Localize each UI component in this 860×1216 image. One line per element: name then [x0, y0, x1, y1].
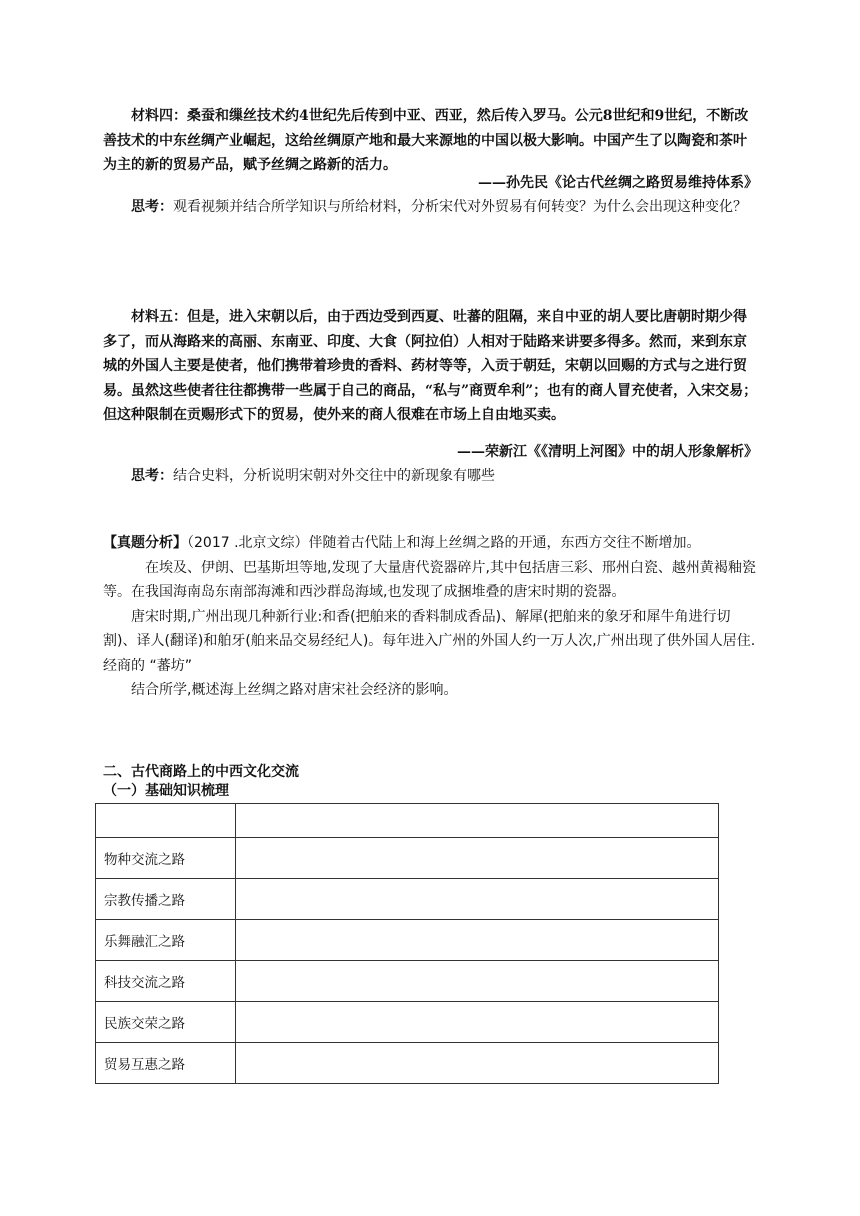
think-one-text: 观看视频并结合所学知识与所给材料，分析宋代对外贸易有何转变？为什么会出现这种变化？ [173, 199, 747, 215]
exam-question: 结合所学,概述海上丝绸之路对唐宋社会经济的影响。 [131, 682, 458, 698]
exam-label: 【真题分析】 [103, 535, 187, 551]
section-two-subtitle: （一）基础知识梳理 [103, 783, 229, 799]
think-one-label: 思考： [131, 199, 173, 215]
row-label: 物种交流之路 [96, 838, 236, 879]
material-four-label: 材料四： [131, 108, 187, 124]
table-row [96, 920, 719, 961]
answer-cell[interactable] [236, 1002, 719, 1043]
answer-cell[interactable] [236, 1043, 719, 1084]
row-label: 乐舞融汇之路 [96, 920, 236, 961]
think-two-label: 思考： [131, 468, 173, 484]
think-two-text: 结合史料，分析说明宋朝对外交往中的新现象有哪些 [173, 468, 495, 484]
table-row [96, 1043, 719, 1084]
material-four [103, 104, 758, 178]
material-five [103, 305, 758, 428]
table-row [96, 838, 719, 879]
row-label: 科技交流之路 [96, 961, 236, 1002]
exam-paragraph-two: 唐宋时期,广州出现几种新行业:和香(把舶来的香料制成香品)、解犀(把舶来的象牙和犀牛角进行切割)、译人(翻译)和舶牙(舶来品交易经纪人)。每年进入广州的外国人约一万人次,广州出现了供外国人居住.经商的 “蕃坊” [103, 608, 756, 674]
section-two-title: 二、古代商路上的中西文化交流 [103, 764, 299, 780]
table-row [96, 1002, 719, 1043]
table-row [96, 879, 719, 920]
answer-cell[interactable] [236, 920, 719, 961]
think-one [103, 195, 758, 220]
answer-cell[interactable] [236, 879, 719, 920]
material-five-text: 但是，进入宋朝以后，由于西边受到西夏、吐蕃的阻隔，来自中亚的胡人要比唐朝时期少得多了，而从海路来的高丽、东南亚、印度、大食（阿拉伯）人相对于陆路来讲要多得多。然而，来到东京城的外国人主要是使者，他们携带着珍贵的香料、药材等等，入贡于朝廷，宋朝以回赐的方式与之进行贸易。虽然这些使者往往都携带一些属于自己的商品，“私与”商贾牟利”；也有的商人冒充使者，入宋交易；但这种限制在贡赐形式下的贸易，使外来的商人很难在市场上自由地买卖。 [103, 309, 758, 423]
answer-cell[interactable] [236, 961, 719, 1002]
table-cell [96, 804, 236, 838]
material-five-source: ——荣新江《《清明上河图》中的胡人形象解析》 [457, 444, 758, 460]
answer-cell[interactable] [236, 838, 719, 879]
material-five-label: 材料五： [131, 309, 187, 325]
think-two [103, 464, 758, 489]
table-header-row [96, 804, 719, 838]
material-four-text: 桑蚕和缫丝技术约4世纪先后传到中亚、西亚，然后传入罗马。公元8世纪和9世纪，不断改善技术的中东丝绸产业崛起，这给丝绸原产地和最大来源地的中国以极大影响。中国产生了以陶瓷和茶叶为主的新的贸易产品，赋予丝绸之路新的活力。 [103, 108, 749, 173]
table-row [96, 961, 719, 1002]
exam-analysis [103, 531, 763, 703]
material-four-source: ——孙先民《论古代丝绸之路贸易维持体系》 [478, 175, 758, 191]
row-label: 贸易互惠之路 [96, 1043, 236, 1084]
exam-intro-line [103, 531, 763, 556]
summary-table [95, 803, 719, 1084]
exam-intro: （2017 .北京文综）伴随着古代陆上和海上丝绸之路的开通，东西方交往不断增加。 [187, 535, 701, 551]
row-label: 民族交荣之路 [96, 1002, 236, 1043]
exam-paragraph-one: 在埃及、伊朗、巴基斯坦等地,发现了大量唐代瓷器碎片,其中包括唐三彩、邢州白瓷、越州黄褐釉瓷等。在我国海南岛东南部海滩和西沙群岛海域,也发现了成捆堆叠的唐宋时期的瓷器。 [103, 559, 756, 600]
table-cell[interactable] [236, 804, 719, 838]
row-label: 宗教传播之路 [96, 879, 236, 920]
